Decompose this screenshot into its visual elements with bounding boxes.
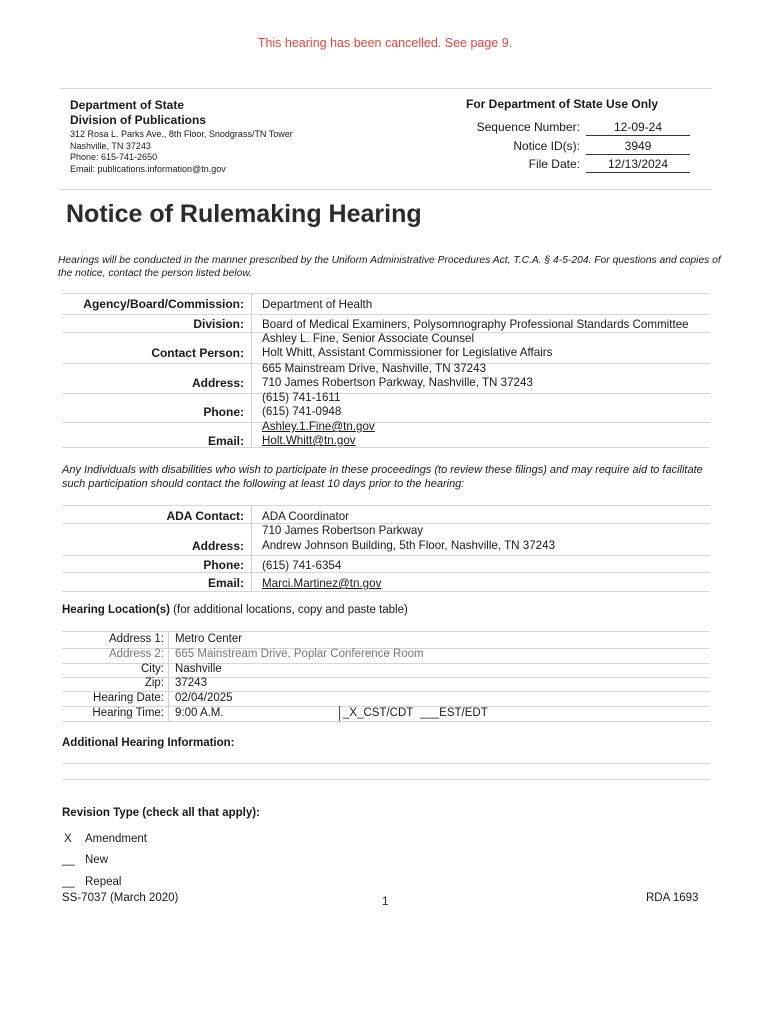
additional-info-rule xyxy=(62,763,710,764)
revision-repeal-label: Repeal xyxy=(85,876,122,888)
address-value-1: 665 Mainstream Drive, Nashville, TN 37243 xyxy=(262,362,487,375)
ada-contact-value: ADA Coordinator xyxy=(262,510,349,523)
location-table-divider xyxy=(168,631,169,721)
sequence-number-label: Sequence Number: xyxy=(476,120,580,134)
hearing-location-note: (for additional locations, copy and paste table) xyxy=(169,604,408,616)
department-phone: Phone: 615-741-2650 xyxy=(70,152,158,162)
phone-value-1: (615) 741-1611 xyxy=(262,391,341,404)
page-title: Notice of Rulemaking Hearing xyxy=(66,200,422,228)
agency-table-rule xyxy=(62,422,710,423)
zip-value: 37243 xyxy=(175,677,207,689)
revision-new-mark[interactable]: __ xyxy=(62,854,75,866)
ada-address-label: Address: xyxy=(191,539,244,553)
additional-info-heading: Additional Hearing Information: xyxy=(62,737,235,749)
page-number: 1 xyxy=(382,896,389,908)
timezone-cst: _X_CST/CDT xyxy=(343,707,414,719)
agency-table-rule xyxy=(62,393,710,394)
department-email: Email: publications.information@tn.gov xyxy=(70,163,226,174)
address1-value: Metro Center xyxy=(175,633,243,645)
file-date-value: 12/13/2024 xyxy=(586,157,690,173)
division-name: Division of Publications xyxy=(70,113,207,127)
ada-address-value-1: 710 James Robertson Parkway xyxy=(262,524,424,537)
ada-table-top-rule xyxy=(62,505,710,506)
phone-value-2: (615) 741-0948 xyxy=(262,405,342,418)
address1-label: Address 1: xyxy=(109,633,164,645)
hearing-date-value: 02/04/2025 xyxy=(175,692,233,704)
agency-value: Department of Health xyxy=(262,298,373,311)
address-value-2: 710 James Robertson Parkway, Nashville, TN 37243 xyxy=(262,376,533,389)
use-only-heading: For Department of State Use Only xyxy=(466,97,659,111)
contact-person-value-1: Ashley L. Fine, Senior Associate Counsel xyxy=(262,332,475,345)
sequence-number-value: 12-09-24 xyxy=(586,120,690,136)
ada-intro-text: Any Individuals with disabilities who wish to participate in these proceedings (to review these filings) and may require aid to facilitate such participation should contact the following at least 10 days prior to the hearing: xyxy=(62,464,703,490)
agency-table-top-rule xyxy=(62,293,710,294)
notice-id-value: 3949 xyxy=(586,139,690,155)
department-name: Department of State xyxy=(70,98,185,112)
form-number: SS-7037 (March 2020) xyxy=(62,892,179,904)
city-label: City: xyxy=(141,663,164,675)
division-value: Board of Medical Examiners, Polysomnography Professional Standards Committee xyxy=(262,318,689,331)
location-table-bottom-rule xyxy=(62,721,710,722)
revision-new-label: New xyxy=(85,854,109,866)
ada-email-link[interactable]: Marci.Martinez@tn.gov xyxy=(262,577,382,590)
agency-table-divider xyxy=(251,293,252,447)
zip-label: Zip: xyxy=(144,677,164,689)
ada-table-bottom-rule xyxy=(62,591,710,592)
department-address-line2: Nashville, TN 37243 xyxy=(70,140,151,151)
intro-text: Hearings will be conducted in the manner prescribed by the Uniform Administrative Procedures Act, T.C.A. § 4-5-204. For questions and copies of the notice, contact the person listed below. xyxy=(58,255,721,279)
file-date-label: File Date: xyxy=(528,157,580,171)
address2-label: Address 2: xyxy=(109,648,164,660)
ada-table-divider xyxy=(251,505,252,591)
rda-number: RDA 1693 xyxy=(646,892,699,904)
cancellation-notice: This hearing has been cancelled. See page 9. xyxy=(257,36,513,50)
ada-table-rule xyxy=(62,572,710,573)
timezone-divider xyxy=(339,706,340,721)
email-label: Email: xyxy=(207,434,244,448)
ada-table-rule xyxy=(62,555,710,556)
hearing-location-title: Hearing Location(s) xyxy=(62,604,170,616)
revision-type-heading: Revision Type (check all that apply): xyxy=(62,807,260,819)
phone-label: Phone: xyxy=(203,405,244,419)
ada-email-label: Email: xyxy=(207,576,244,590)
additional-info-rule xyxy=(62,779,710,780)
revision-amendment-mark[interactable]: X xyxy=(64,833,72,845)
ada-address-value-2: Andrew Johnson Building, 5th Floor, Nashville, TN 37243 xyxy=(262,539,556,552)
address2-value: 665 Mainstream Drive, Poplar Conference Room xyxy=(175,648,424,660)
city-value: Nashville xyxy=(175,663,222,675)
hearing-date-label: Hearing Date: xyxy=(93,692,164,704)
department-address-line1: 312 Rosa L. Parks Ave., 8th Floor, Snodgrass/TN Tower xyxy=(70,129,293,139)
sequence-number-row xyxy=(0,120,770,137)
division-label: Division: xyxy=(193,317,244,331)
timezone-est: ___EST/EDT xyxy=(420,707,488,719)
revision-repeal-mark[interactable]: __ xyxy=(62,876,75,888)
notice-id-label: Notice ID(s): xyxy=(513,139,580,153)
ada-phone-value: (615) 741-6354 xyxy=(262,559,342,572)
ada-phone-label: Phone: xyxy=(203,558,244,572)
agency-label: Agency/Board/Commission: xyxy=(83,297,244,311)
file-date-row xyxy=(0,157,770,174)
hearing-time-value: 9:00 A.M. xyxy=(175,707,224,719)
hearing-time-label: Hearing Time: xyxy=(92,707,164,719)
email-link-2[interactable]: Holt.Whitt@tn.gov xyxy=(262,434,356,447)
contact-person-label: Contact Person: xyxy=(151,346,244,360)
revision-amendment-label: Amendment xyxy=(85,833,148,845)
agency-table-bottom-rule xyxy=(62,447,710,448)
hearing-location-heading xyxy=(62,604,408,616)
address-label: Address: xyxy=(191,376,244,390)
contact-person-value-2: Holt Whitt, Assistant Commissioner for Legislative Affairs xyxy=(262,346,553,359)
ada-contact-label: ADA Contact: xyxy=(166,509,244,523)
agency-table-rule xyxy=(62,314,710,315)
location-table-top-rule xyxy=(62,631,710,632)
notice-id-row xyxy=(0,139,770,156)
email-link-1[interactable]: Ashley.1.Fine@tn.gov xyxy=(262,420,375,433)
